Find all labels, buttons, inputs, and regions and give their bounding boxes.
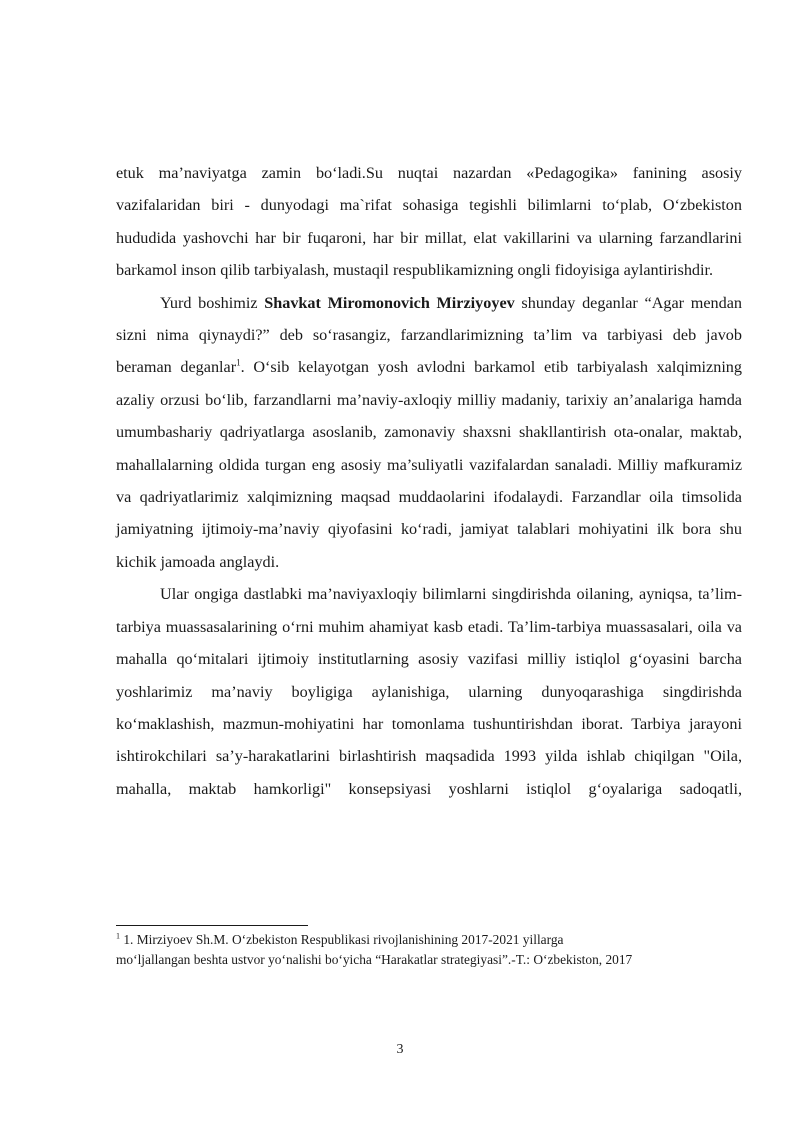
paragraph-2-quote: shunday deganlar “Agar mendan sizni nima qiynaydi?” deb so‘rasangiz, farzandlarimizning ta’lim va tarbiyasi deb javob beraman deganlar <box>116 293 742 377</box>
paragraph-2-lead: Yurd boshimiz <box>160 293 265 312</box>
footnote-reference: 1 <box>236 358 241 369</box>
footnote-line-1 <box>116 930 756 950</box>
footnote-separator <box>116 925 308 926</box>
body-text <box>116 157 742 805</box>
footnote <box>116 930 756 970</box>
footnote-marker: 1 <box>116 931 120 941</box>
author-name: Shavkat Miromonovich Mirziyoyev <box>264 293 515 312</box>
paragraph-3: Ular ongiga dastlabki ma’naviyaxloqiy bilimlarni singdirishda oilaning, ayniqsa, ta’lim-tarbiya muassasalarining o‘rni muhim ahamiyat kasb etadi. Ta’lim-tarbiya muassasalari, oila va mahalla qo‘mitalari ijtimoiy institutlarning asosiy vazifasi milliy istiqlol g‘oyasini barcha yoshlarimiz ma’naviy boyligiga aylanishiga, ularning dunyoqarashiga singdirishda ko‘maklashish, mazmun-mohiyatini har tomonlama tushuntirishdan iborat. Tarbiya jarayoni ishtirokchilari sa’y-harakatlarini birlashtirish maqsadida 1993 yilda ishlab chiqilgan "Oila, mahalla, maktab hamkorligi" konsepsiyasi yoshlarni istiqlol g‘oyalariga sadoqatli, <box>116 585 742 798</box>
footnote-line-2: mo‘ljallangan beshta ustvor yo‘nalishi bo‘yicha “Harakatlar strategiyasi”.-T.: O‘zbekiston, 2017 <box>116 952 633 967</box>
footnote-text-1: 1. Mirziyoev Sh.M. O‘zbekiston Respublikasi rivojlanishining 2017-2021 yillarga <box>120 932 564 947</box>
paragraph-1: etuk ma’naviyatga zamin bo‘ladi.Su nuqtai nazardan «Pedagogika» fanining asosiy vazifalaridan biri - dunyodagi ma`rifat sohasiga tegishli bilimlarni to‘plab, O‘zbekiston hududida yashovchi har bir fuqaroni, har bir millat, elat vakillarini va ularning farzandlarini barkamol inson qilib tarbiyalash, mustaqil respublikamizning ongli fidoyisiga aylantirishdir. <box>116 164 742 280</box>
paragraph-2-rest: . O‘sib kelayotgan yosh avlodni barkamol etib tarbiyalash xalqimizning azaliy orzusi bo‘lib, farzandlarni ma’naviy-axloqiy milliy madaniy, tarixiy an’analariga hamda umumbashariy qadriyatlarga asoslanib, zamonaviy shaxsni shakllantirish ota-onalar, maktab, mahallalarning oldida turgan eng asosiy ma’suliyatli vazifalardan sanaladi. Milliy mafkuramiz va qadriyatlarimiz xalqimizning maqsad muddaolarini ifodalaydi. Farzandlar oila timsolida jamiyatning ijtimoiy-ma’naviy qiyofasini ko‘radi, jamiyat talablari mohiyatini ilk bora shu kichik jamoada anglaydi. <box>116 358 742 571</box>
paragraph-2 <box>116 287 742 579</box>
page-number: 3 <box>396 1042 404 1057</box>
